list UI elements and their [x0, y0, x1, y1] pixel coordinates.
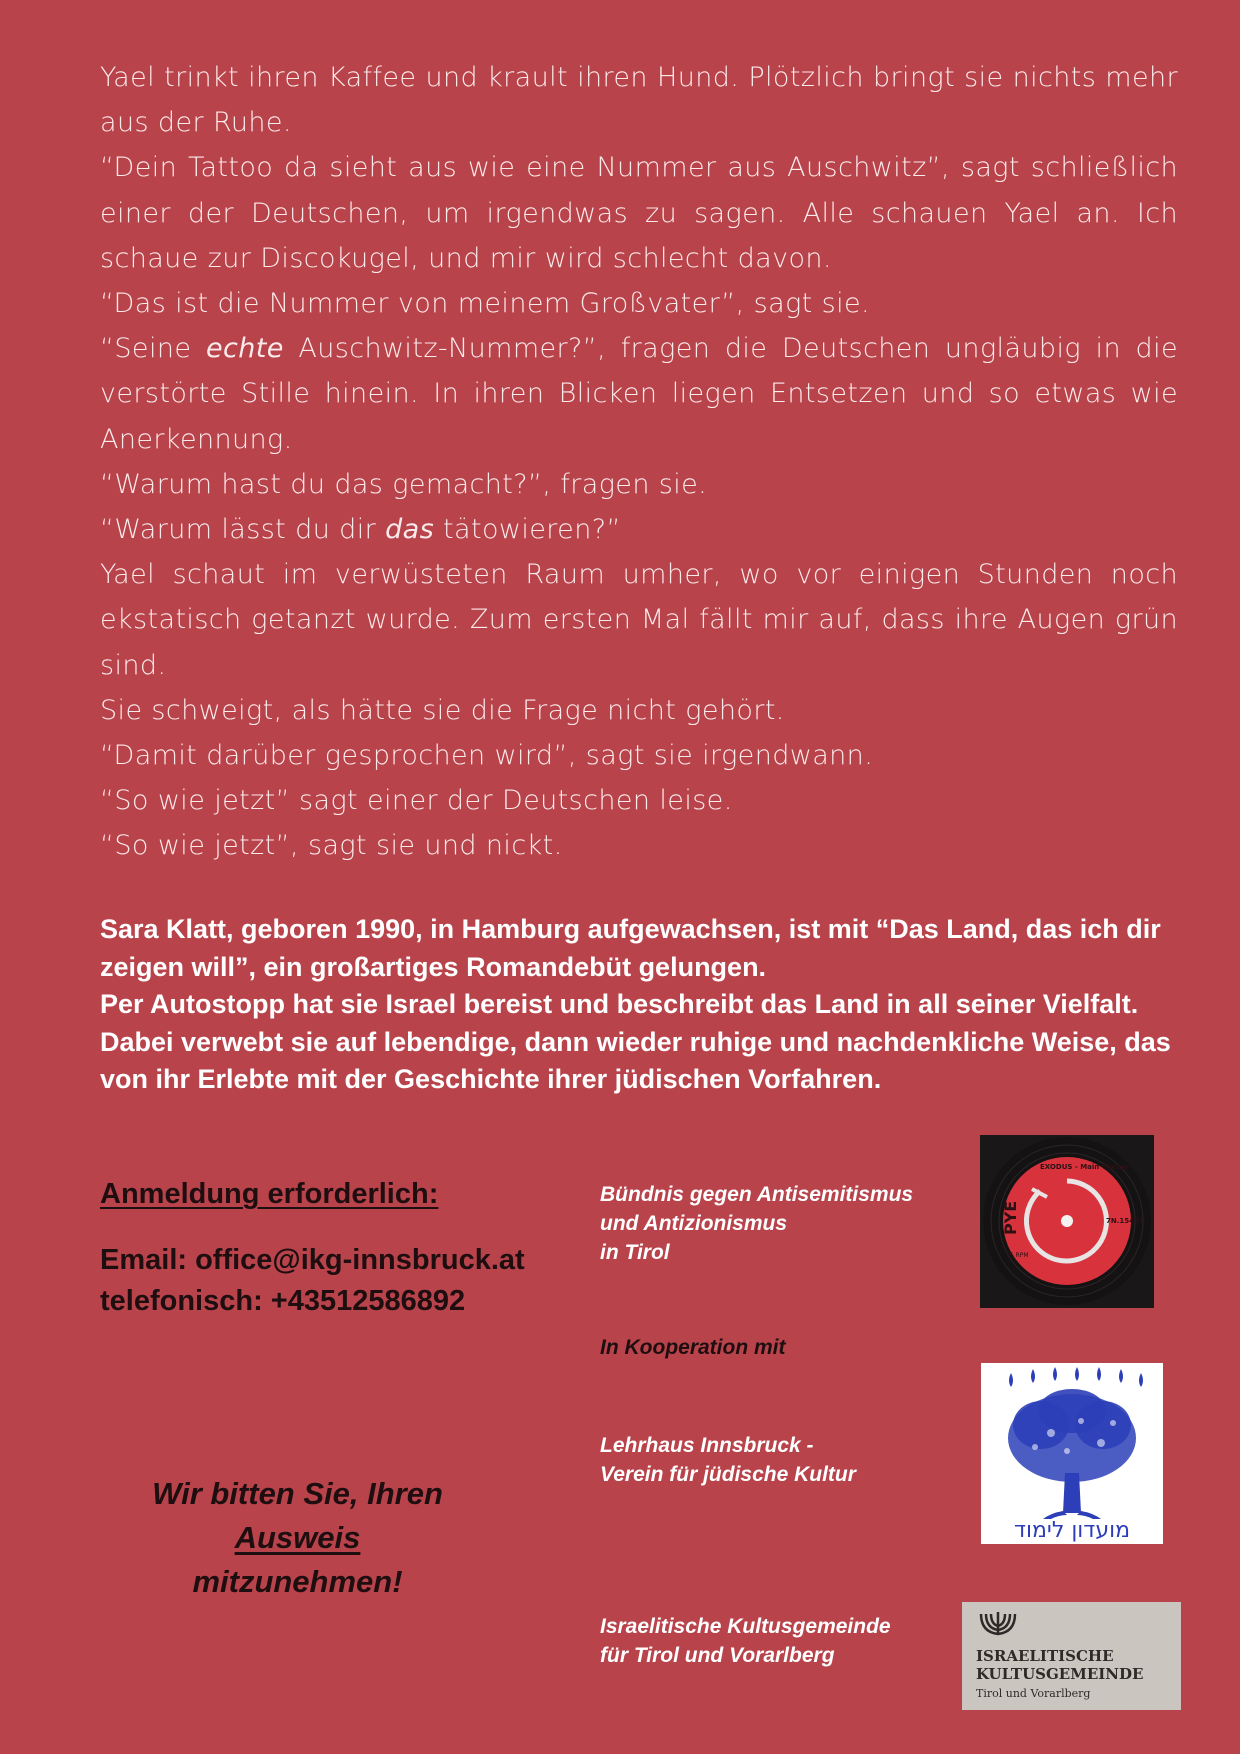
svg-text:45 RPM: 45 RPM — [1006, 1252, 1029, 1259]
svg-text:מועדון לימוד: מועדון לימוד — [1013, 1518, 1131, 1543]
story-paragraph: Yael schaut im verwüsteten Raum umher, wo vor einigen Stunden noch ekstatisch getanzt wurde. Zum ersten Mal fällt mir auf, dass ihre Augen grün sind. — [100, 559, 1178, 681]
story-paragraph: “Warum lässt du dir das tätowieren?” — [100, 514, 621, 546]
contact-info — [100, 1240, 525, 1322]
organizer-lehrhaus: Lehrhaus Innsbruck - Verein für jüdische Kultur — [600, 1434, 856, 1486]
story-paragraph: “So wie jetzt” sagt einer der Deutschen leise. — [100, 785, 733, 817]
story-paragraph: “So wie jetzt”, sagt sie und nickt. — [100, 830, 563, 862]
tree-of-life-logo — [981, 1363, 1163, 1544]
id-notice: Wir bitten Sie, Ihren Ausweis mitzunehmen! — [152, 1476, 443, 1599]
author-bio — [100, 911, 1190, 1099]
story-paragraph: “Warum hast du das gemacht?”, fragen sie. — [100, 468, 708, 500]
story-paragraph: Sie schweigt, als hätte sie die Frage nicht gehört. — [100, 694, 785, 726]
svg-text:PYE: PYE — [1001, 1200, 1020, 1235]
bio-paragraph: Per Autostopp hat sie Israel bereist und beschreibt das Land in all seiner Vielfalt. Dabei verwebt sie auf lebendige, dann wieder ruhige und nachdenkliche Weise, das von ihr Erlebte mit der Geschichte ihrer jüdischen Vorfahren. — [100, 989, 1171, 1094]
svg-text:EXODUS - Main Theme: EXODUS - Main Theme — [1040, 1163, 1129, 1171]
contact-phone[interactable]: telefonisch: +43512586892 — [100, 1285, 466, 1317]
svg-text:ISRAELITISCHE: ISRAELITISCHE — [976, 1647, 1114, 1665]
cooperation-label: In Kooperation mit — [600, 1336, 786, 1359]
registration-title: Anmeldung erforderlich: — [100, 1178, 439, 1210]
vinyl-record-logo — [980, 1135, 1154, 1308]
organizer-buendnis: Bündnis gegen Antisemitismus und Antizionismus in Tirol — [600, 1183, 914, 1264]
contact-email[interactable]: Email: office@ikg-innsbruck.at — [100, 1244, 525, 1276]
svg-text:7N.15471: 7N.15471 — [1106, 1217, 1144, 1225]
story-paragraph: Yael trinkt ihren Kaffee und krault ihren Hund. Plötzlich bringt sie nichts mehr aus der Ruhe. — [100, 62, 1178, 139]
story-paragraph: “Damit darüber gesprochen wird”, sagt sie irgendwann. — [100, 740, 874, 772]
bio-paragraph: Sara Klatt, geboren 1990, in Hamburg aufgewachsen, ist mit “Das Land, das ich dir zeigen will”, ein großartiges Romandebüt gelungen. — [100, 914, 1161, 982]
organizer-ikg: Israelitische Kultusgemeinde für Tirol und Vorarlberg — [600, 1615, 891, 1667]
svg-text:KULTUSGEMEINDE: KULTUSGEMEINDE — [976, 1665, 1144, 1683]
story-paragraph: “Seine echte Auschwitz-Nummer?”, fragen die Deutschen ungläubig in die verstörte Stille hinein. In ihren Blicken liegen Entsetzen und so etwas wie Anerkennung. — [100, 333, 1178, 455]
ikg-logo — [962, 1602, 1181, 1710]
story-paragraph: “Dein Tattoo da sieht aus wie eine Nummer aus Auschwitz”, sagt schließlich einer der Deutschen, um irgendwas zu sagen. Alle schauen Yael an. Ich schaue zur Discokugel, und mir wird schlecht davon. — [100, 152, 1178, 274]
story-paragraph: “Das ist die Nummer von meinem Großvater”, sagt sie. — [100, 288, 870, 320]
svg-text:Tirol und Vorarlberg: Tirol und Vorarlberg — [976, 1687, 1091, 1700]
story-excerpt — [100, 55, 1178, 869]
